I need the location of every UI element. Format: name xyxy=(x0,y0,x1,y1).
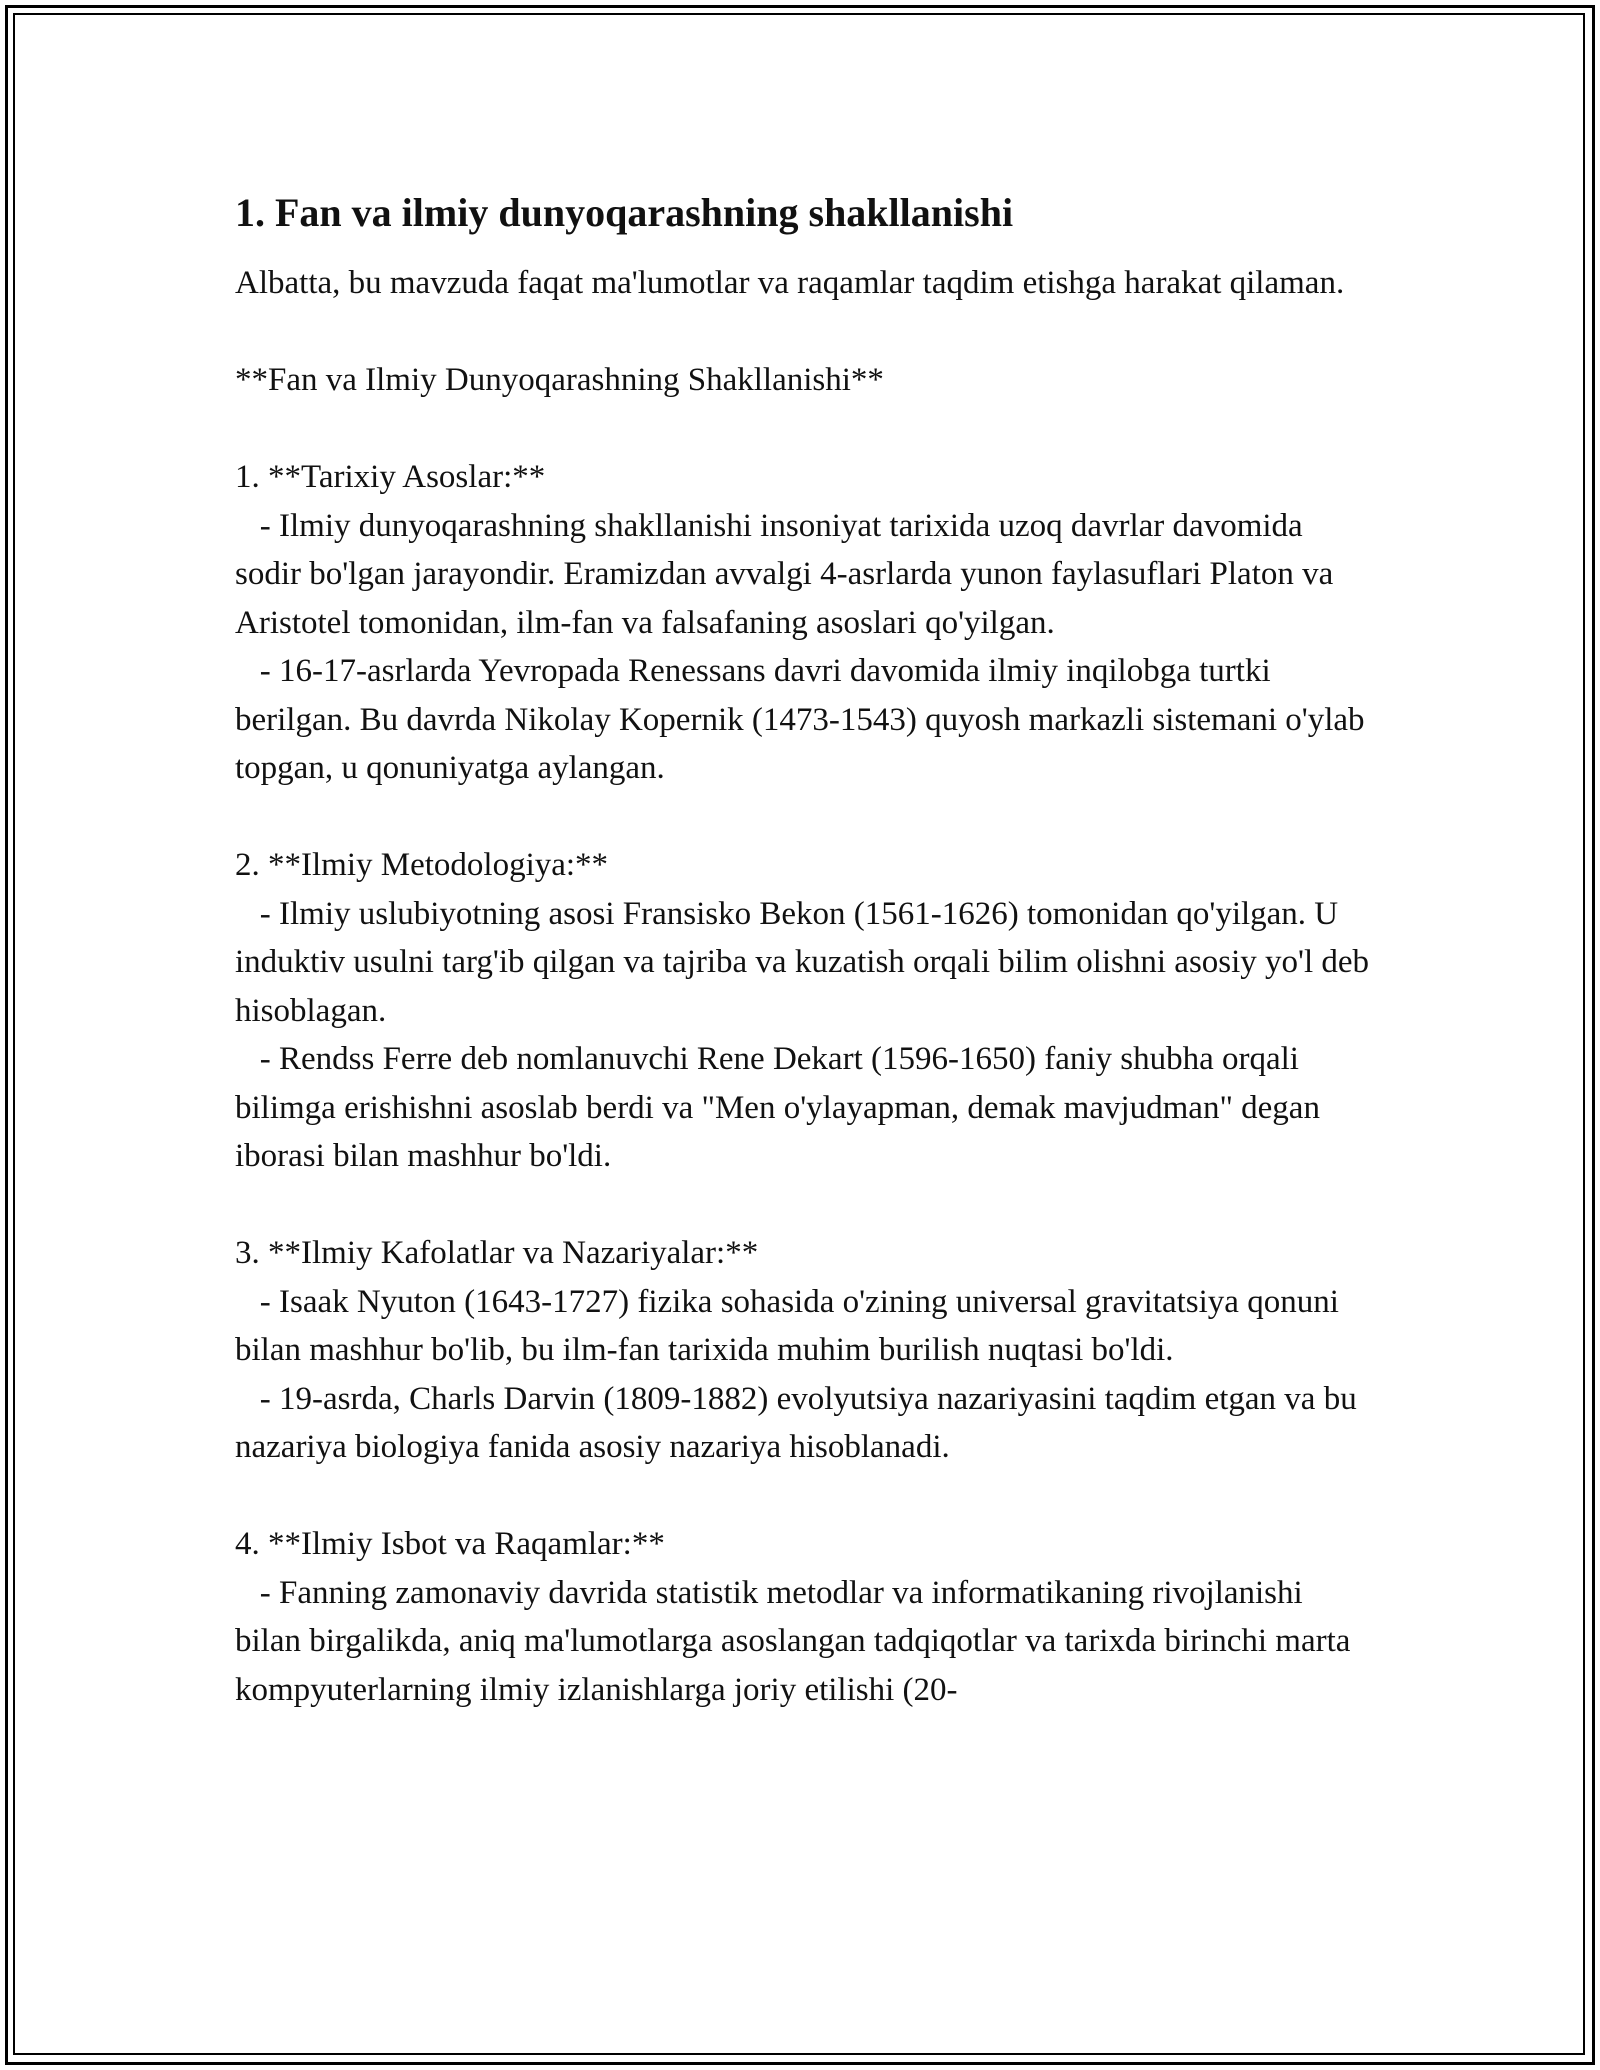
intro-paragraph: Albatta, bu mavzuda faqat ma'lumotlar va raqamlar taqdim etishga harakat qilaman. xyxy=(235,265,1345,301)
section-bullet: - 19-asrda, Charls Darvin (1809-1882) evolyutsiya nazariyasini taqdim etgan va bu nazariya biologiya fanida asosiy nazariya hisoblanadi. xyxy=(235,1380,1365,1465)
section-bullet: - Ilmiy uslubiyotning asosi Fransisko Bekon (1561-1626) tomonidan qo'yilgan. U induktiv usulni targ'ib qilgan va tajriba va kuzatish orqali bilim olishni asosiy yo'l deb hisoblagan. xyxy=(235,895,1378,1029)
section-heading: 3. **Ilmiy Kafolatlar va Nazariyalar:** xyxy=(235,1235,759,1271)
spacer xyxy=(235,1181,1375,1230)
section-bullet: - Rendss Ferre deb nomlanuvchi Rene Dekart (1596-1650) faniy shubha orqali bilimga erishishni asoslab berdi va "Men o'ylayapman, demak mavjudman" degan iborasi bilan mashhur bo'ldi. xyxy=(235,1041,1329,1174)
section-heading: 2. **Ilmiy Metodologiya:** xyxy=(235,847,609,883)
document-title: 1. Fan va ilmiy dunyoqarashning shakllanishi xyxy=(235,190,1014,235)
section-heading: 4. **Ilmiy Isbot va Raqamlar:** xyxy=(235,1526,665,1562)
section-4 xyxy=(235,1520,1375,1714)
spacer xyxy=(235,1472,1375,1521)
section-bullet: - Isaak Nyuton (1643-1727) fizika sohasida o'zining universal gravitatsiya qonuni bilan mashhur bo'lib, bu ilm-fan tarixida muhim burilish nuqtasi bo'ldi. xyxy=(235,1283,1348,1368)
document-body xyxy=(235,185,1378,1714)
spacer xyxy=(235,405,1375,454)
spacer xyxy=(235,308,1375,357)
section-bullet: - Ilmiy dunyoqarashning shakllanishi insoniyat tarixida uzoq davrlar davomida sodir bo'lgan jarayondir. Eramizdan avvalgi 4-asrlarda yunon faylasuflari Platon va Aristotel tomonidan, ilm-fan va falsafaning asoslari qo'yilgan. xyxy=(235,507,1340,641)
section-bullet: - Fanning zamonaviy davrida statistik metodlar va informatikaning rivojlanishi bilan birgalikda, aniq ma'lumotlarga asoslangan tadqiqotlar va tarixda birinchi marta kompyuterlarning ilmiy izlanishlarga joriy etilishi (20- xyxy=(235,1574,1359,1708)
section-2 xyxy=(235,841,1378,1181)
section-1 xyxy=(235,453,1375,793)
section-3 xyxy=(235,1229,1375,1472)
spacer xyxy=(235,793,1375,842)
subtitle: **Fan va Ilmiy Dunyoqarashning Shakllanishi** xyxy=(235,362,884,398)
section-heading: 1. **Tarixiy Asoslar:** xyxy=(235,459,546,495)
section-bullet: - 16-17-asrlarda Yevropada Renessans davri davomida ilmiy inqilobga turtki berilgan. Bu davrda Nikolay Kopernik (1473-1543) quyosh markazli sistemani o'ylab topgan, u qonuniyatga aylangan. xyxy=(235,653,1373,786)
